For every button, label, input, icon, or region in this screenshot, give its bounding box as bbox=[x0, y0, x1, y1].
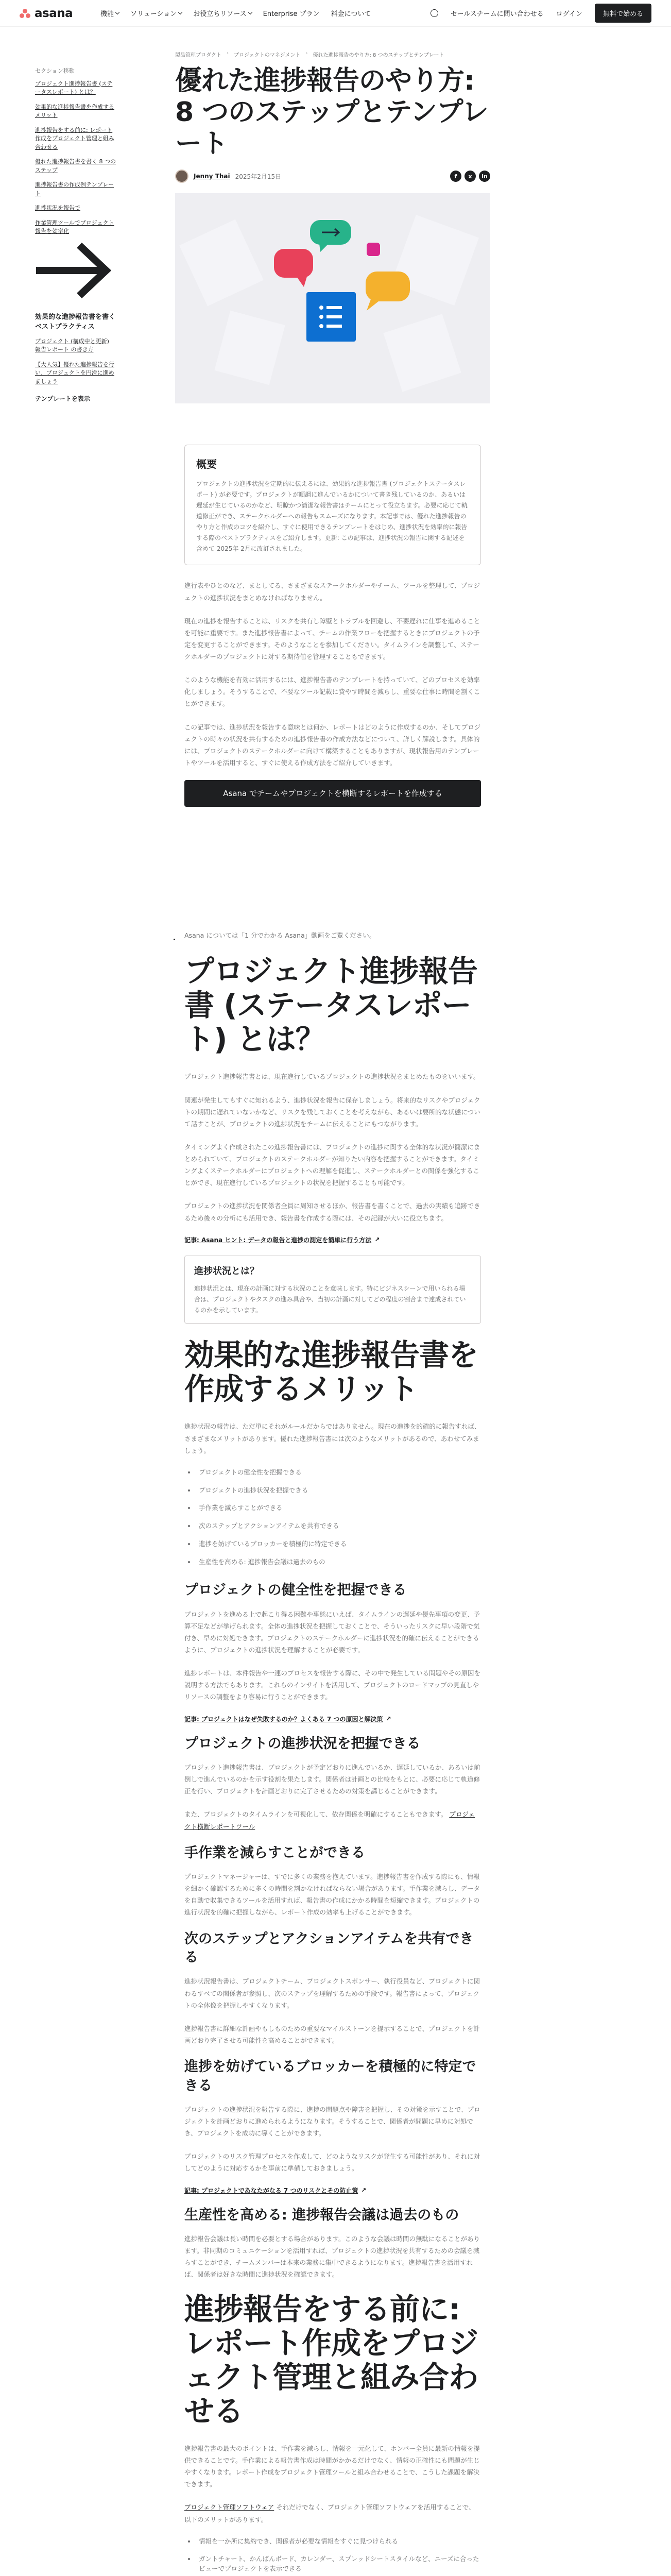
list-item: • 生産性を高める: 進捗報告会議は過去のもの bbox=[196, 1557, 481, 1567]
section-heading-before-reporting: 進捗報告をする前に: レポート作成をプロジェクト管理と組み合わせる bbox=[184, 2291, 478, 2429]
body-paragraph: 進行表やひとのなど、まとしてる、さまざまなステークホルダーやチーム、ツールを整理して、プロジェクトの進捗状況をまとめなければなりません。 bbox=[184, 582, 480, 602]
toc-item[interactable]: 作業管理ツールでプロジェクト報告を効率化 bbox=[35, 219, 114, 234]
body-paragraph: プロジェクトを進める上で起こり得る困難や事態にいえば、タイムラインの遅延や優先事項の変更、予算不足などが挙げられます。全体の進捗状況を把握しておくことで、そういったリスクに早い段階で気付き、早めに対処できます。プロジェクトのステークホルダーに進捗状況を的確に伝えることができるように、プロジェクトの進捗状況を理解することが必要です。 bbox=[184, 1610, 480, 1654]
body-paragraph: 進捗状況の報告は、ただ単にそれがルールだからではありません。現在の進捗を的確的に報告すれば、さまざまなメリットがあります。優れた進捗報告書には次のようなメリットがあるので、あわせてみましょう。 bbox=[184, 1422, 481, 1454]
body-paragraph: プロジェクトマネージャーは、すでに多くの業務を抱えています。進捗報告書を作成する際にも、情報を細かく確認するために多くの時間を割かなければならない場合があります。手作業を減らし、データを自動で収集できるツールを活用すれば、報告書の作成にかかる時間を短縮できます。プロジェクトの進行状況を的確に把握しながら、レポート作成の効率も上げることができます。 bbox=[184, 1873, 480, 1917]
list-item: • プロジェクトの健全性を把握できる bbox=[196, 1468, 481, 1478]
side-promo-title: 効果的な進捗報告書を書くベストプラクティス bbox=[35, 313, 116, 331]
body-paragraph: プロジェクトの進捗状況を報告する際に、進捗の問題点や障害を把握し、その対策を示すことで、プロジェクトを計画どおりに進められるようになります。そうすることで、関係者が問題に早めに対処でき、プロジェクトを成功に導くことができます。 bbox=[184, 2105, 480, 2138]
chevron-down-icon bbox=[115, 10, 119, 14]
table-of-contents bbox=[35, 67, 116, 403]
bullet-dot bbox=[174, 939, 175, 940]
nav-item-resources[interactable]: お役立ちリソース bbox=[193, 8, 251, 18]
side-promo-link[interactable]: 【大人気】優れた進捗報告を行い、プロジェクトを円滑に進めましょう bbox=[35, 361, 114, 385]
definition-box bbox=[184, 1256, 481, 1324]
author-row bbox=[175, 170, 490, 183]
inline-link[interactable]: プロジェクト管理ソフトウェア bbox=[184, 2503, 274, 2512]
video-intro bbox=[184, 930, 481, 940]
hero-artwork bbox=[175, 193, 490, 403]
contact-sales-link[interactable]: セールスチームに問い合わせる bbox=[451, 10, 544, 18]
section-heading-benefits: 効果的な進捗報告書を作成するメリット bbox=[184, 1337, 478, 1407]
subsection-heading: 進捗を妨げているブロッカーを積極的に特定できる bbox=[184, 2059, 476, 2094]
body-paragraph: 進捗報告書の最大のポイントは、手作業を減らし、情報を一元化して、ホンバー全員に最新の情報を提供できることです。手作業による報告書作成は時間がかかるだけでなく、情報の正確性にも問題が生じやすくなります。レポート作成をプロジェクト管理ツールと組み合わせることで、こうした課題を解決できます。 bbox=[184, 2444, 480, 2488]
nav-menu bbox=[100, 8, 371, 18]
toc-item[interactable]: 効果的な進捗報告書を作成するメリット bbox=[35, 103, 114, 118]
section-heading-status-report: プロジェクト進捗報告書 (ステータスレポート) とは？ bbox=[184, 954, 477, 1057]
get-started-button[interactable]: 無料で始める bbox=[595, 4, 651, 23]
chevron-down-icon bbox=[178, 10, 182, 14]
list-item: • 進捗を妨げているブロッカーを積極的に特定できる bbox=[196, 1539, 481, 1549]
toc-item[interactable]: 進捗報告をする前に: レポート作成をプロジェクト管理と組み合わせる bbox=[35, 126, 114, 150]
nav-right bbox=[431, 4, 651, 23]
body-paragraph: プロジェクトの進捗状況を関係者全員に周知させるほか、報告書を書くことで、過去の実績も追跡できるため後々の分析にも活用でき、報告書を作成する際には、その記録が大いに役立ちます。 bbox=[184, 1202, 480, 1222]
arrow-right-icon: ↗ bbox=[374, 1236, 380, 1244]
hero-illustration bbox=[175, 193, 490, 403]
login-link[interactable]: ログイン bbox=[556, 10, 582, 18]
list-item: • 次のステップとアクションアイテムを共有できる bbox=[196, 1521, 481, 1531]
view-templates-link[interactable]: テンプレートを表示 bbox=[35, 395, 90, 402]
body-paragraph: プロジェクト進捗報告書とは、現在進行しているプロジェクトの進捗状況をまとめたものをいいます。 bbox=[184, 1073, 480, 1081]
benefits-list bbox=[196, 1468, 481, 1567]
side-promo-link[interactable]: プロジェクト (構成中と更新) 報告レポート の書き方 bbox=[35, 337, 109, 353]
body-paragraph: 関連が発生してもすぐに知れるよう、進捗状況を報告に保存しましょう。将来的なリスクやプロジェクトの期間に遅れていないかなど、リスクを残しておくことを考えながら、あるいは要所的な状態について話すことが、プロジェクトの進捗状況をチームに伝えることにもつながります。 bbox=[184, 1096, 480, 1128]
asana-logo[interactable]: asana bbox=[20, 7, 73, 20]
author-name[interactable]: Jenny Thai bbox=[194, 173, 230, 180]
subsection-heading: 手作業を減らすことができる bbox=[184, 1844, 365, 1861]
related-article-link[interactable]: 記事: プロジェクトはなぜ失敗するのか？よくある 7 つの原因と解決策 ↗ bbox=[184, 1715, 391, 1723]
facebook-icon[interactable]: f bbox=[450, 171, 461, 182]
body-paragraph: 進捗レポートは、本件報告や一連のプロセスを報告する際に、その中で発生している問題やその原因を説明する方法でもあります。これらのインサイトを活用して、プロジェクトのロードマップの見直しやリソースの調整をより容易に行うことができます。 bbox=[184, 1669, 481, 1701]
body-paragraph: 進捗状況報告書は、プロジェクトチーム、プロジェクトスポンサー、執行役員など、プロジェクトに関わるすべての関係者が参照し、次のステップを理解するための手段です。報告書によって、プロジェクトの全体像を把握しやすくなります。 bbox=[184, 1977, 480, 2009]
linkedin-icon[interactable]: in bbox=[479, 171, 490, 182]
nav-item-features[interactable]: 機能 bbox=[100, 8, 119, 18]
publish-date: 2025年2月15日 bbox=[235, 173, 282, 180]
toc-heading: セクション移動 bbox=[35, 67, 75, 74]
nav-item-solutions[interactable]: ソリューション bbox=[130, 8, 182, 18]
toc-item[interactable]: 優れた進捗報告書を書く 8 つのステップ bbox=[35, 158, 116, 174]
body-paragraph: 現在の進捗を報告することは、リスクを共有し障壁とトラブルを回避し、不要遅れに仕事を進めることを可能に重要です。また進捗報告書によって、チームの作業フローを把握するときにプロジェクトの予定を変更することができます。そのようなことを参加してください。タイムラインを調整して、ステークホルダーのプロジェクトに対する期待値を管理することもできます。 bbox=[184, 617, 480, 661]
body-paragraph: 進捗報告書に詳細な計画やもしものための重要なマイルストーンを提示することで、プロジェクトを計画どおり完了させる可能性を高めることができます。 bbox=[184, 2024, 480, 2044]
subsection-heading: プロジェクトの健全性を把握できる bbox=[184, 1582, 407, 1599]
share-buttons bbox=[450, 171, 490, 182]
x-icon[interactable]: x bbox=[464, 171, 476, 182]
body-paragraph: タイミングよく作成されたこの進捗報告書には、プロジェクトの進捗に関する全体的な状況が簡潔にまとめられていて、プロジェクトのステークホルダーが知りたい内容を把握することができます。タイミングよくステークホルダーにプロジェクトへの理解を促進し、ステークホルダーとの関係を強化することができ、現在進行しているプロジェクトの状況を把握することも可能です。 bbox=[184, 1143, 480, 1187]
definition-text: 進捗状況とは、現在の計画に対する状況のことを意味します。特にビジネスシーンで用いられる場合は、プロジェクトやタスクの進み具合や、当初の計画に対してどの程度の割合まで達成されているのかを示しています。 bbox=[194, 1285, 466, 1314]
globe-icon[interactable] bbox=[431, 9, 438, 17]
breadcrumb-separator: › bbox=[305, 50, 308, 56]
body-paragraph: また、プロジェクトのタイムラインを可視化して、依存関係を明確にすることもできます。 プロジェクト横断レポートツール bbox=[184, 1810, 475, 1831]
toc-item[interactable]: プロジェクト進捗報告書 (ステータスレポート) とは？ bbox=[35, 80, 113, 95]
asana-logo-icon bbox=[20, 9, 31, 18]
breadcrumb-separator: › bbox=[227, 50, 229, 56]
list-item: • ガントチャート、かんばんボード、カレンダー、スプレッドシートスタイルなど、ニーズに合ったビューでプロジェクトを表示できる bbox=[196, 2554, 481, 2574]
breadcrumb bbox=[175, 50, 490, 58]
nav-item-enterprise[interactable]: Enterprise プラン bbox=[263, 10, 320, 18]
body-paragraph: この記事では、進捗状況を報告する意味とは何か、レポートはどのように作成するのか、そしてプロジェクトの時々の状況を共有するための進捗報告書の作成方法などについて、詳しく解説します。具体的には、プロジェクトのステークホルダーに向けて構築することもありますが、現状報告用のテンプレートやツールを活用すると、すぐに使える作成方法をご紹介していきます。 bbox=[184, 723, 481, 767]
summary-title: 概要 bbox=[196, 458, 217, 471]
breadcrumb-item[interactable]: プロジェクトのマネジメント bbox=[234, 53, 301, 58]
body-paragraph: このような機能を有効に活用するには、進捗報告書のテンプレートを持っていて、どのプロセスを効率化しましょう。そうすることで、不要なツール記載に費やす時間を減らし、重要な仕事に時間を割くことができます。 bbox=[184, 676, 480, 708]
list-item: • 手作業を減らすことができる bbox=[196, 1503, 481, 1513]
subsection-heading: 次のステップとアクションアイテムを共有できる bbox=[184, 1930, 474, 1966]
video-intro-text: Asana については「1 分でわかる Asana」動画をご覧ください。 bbox=[184, 931, 376, 940]
nav-item-pricing[interactable]: 料金について bbox=[331, 10, 371, 18]
related-article-link[interactable]: 記事: Asana ヒント: データの報告と進捗の測定を簡単に行う方法 ↗ bbox=[184, 1236, 380, 1244]
chevron-down-icon bbox=[248, 10, 252, 14]
body-paragraph: プロジェクト管理ソフトウェア それだけでなく、プロジェクト管理ソフトウェアを活用することで、以下のメリットがあります。 bbox=[184, 2503, 475, 2523]
body-paragraph: プロジェクト進捗報告書は、プロジェクトが予定どおりに進んでいるか、遅延しているか、あるいは前倒しで進んでいるのかを示す役割を果たします。関係者は計画との比較をもとに、必要に応じて軌道修正を行い、プロジェクトを計画どおりに完了させるための対策を講じることができます。 bbox=[184, 1764, 480, 1795]
article bbox=[175, 50, 490, 2576]
breadcrumb-current: 優れた進捗報告のやり方: 8 つのステップとテンプレート bbox=[313, 53, 444, 58]
top-navigation bbox=[0, 0, 671, 27]
toc-item[interactable]: 進捗状況を報告で bbox=[35, 205, 80, 211]
inline-link[interactable]: プロジェクト横断レポートツール bbox=[184, 1810, 475, 1831]
summary-text: プロジェクトの進捗状況を定期的に伝えるには、効果的な進捗報告書 (プロジェクトステータスレポート) が必要です。プロジェクトが順調に進んでいるかについて書き残しているのか、あるいは遅延が生じているのかなど、明瞭かつ簡潔な報告書はチームにとって役立ちます。必要に応じて軌道修正ができ、ステークホルダーへの報告もスムーズになります。本記事では、優れた進捗報告のやり方と作成のコツを紹介し、すぐに使用できるテンプレートをはじめ、進捗状況を効率的に報告する際のベストプラクティスをご紹介します。更新: この記事は、進捗状況の報告に関する記述を含めて 2025年 2月に改訂されました。 bbox=[196, 480, 468, 553]
page-title: 優れた進捗報告のやり方: 8 つのステップとテンプレート bbox=[175, 65, 488, 159]
related-article-link[interactable]: 記事: プロジェクトであなたがなる 7 つのリスクとその防止策 ↗ bbox=[184, 2187, 367, 2194]
arrow-right-icon: ↗ bbox=[386, 1715, 391, 1723]
list-item: • 情報を一か所に集約でき、関係者が必要な情報をすぐに見つけられる bbox=[196, 2537, 481, 2547]
definition-title: 進捗状況とは？ bbox=[194, 1265, 259, 1277]
summary-box bbox=[184, 445, 481, 565]
avatar bbox=[175, 170, 188, 183]
arrow-right-icon bbox=[35, 242, 112, 299]
benefits-list bbox=[196, 2537, 481, 2576]
body-paragraph: 進捗報告会議は長い時間を必要とする場合があります。このような会議は時間の無駄になることがあります。非同期のコミュニケーションを活用すれば、プロジェクトの進捗状況を共有するための会議を減らすことができ、チームメンバーは本来の業務に集中できるようになります。進捗報告書を活用すれば、関係者は好きな時間に進捗状況を確認できます。 bbox=[184, 2235, 480, 2279]
toc-item[interactable]: 進捗報告書の作成例テンプレート bbox=[35, 181, 114, 197]
subsection-heading: プロジェクトの進捗状況を把握できる bbox=[184, 1735, 421, 1752]
body-paragraph: プロジェクトのリスク管理プロセスを作成して、どのようなリスクが発生する可能性があり、それに対してどのように対応するかを事前に準備しておきましょう。 bbox=[184, 2153, 480, 2173]
list-item: • プロジェクトの進捗状況を把握できる bbox=[196, 1486, 481, 1496]
breadcrumb-item[interactable]: 製品管理プロダクト bbox=[175, 53, 221, 58]
arrow-right-icon: ↗ bbox=[361, 2187, 367, 2194]
video-embed-area bbox=[175, 807, 490, 930]
create-report-cta-button[interactable]: Asana でチームやプロジェクトを横断するレポートを作成する bbox=[184, 780, 481, 807]
subsection-heading: 生産性を高める: 進捗報告会議は過去のもの bbox=[184, 2207, 459, 2223]
